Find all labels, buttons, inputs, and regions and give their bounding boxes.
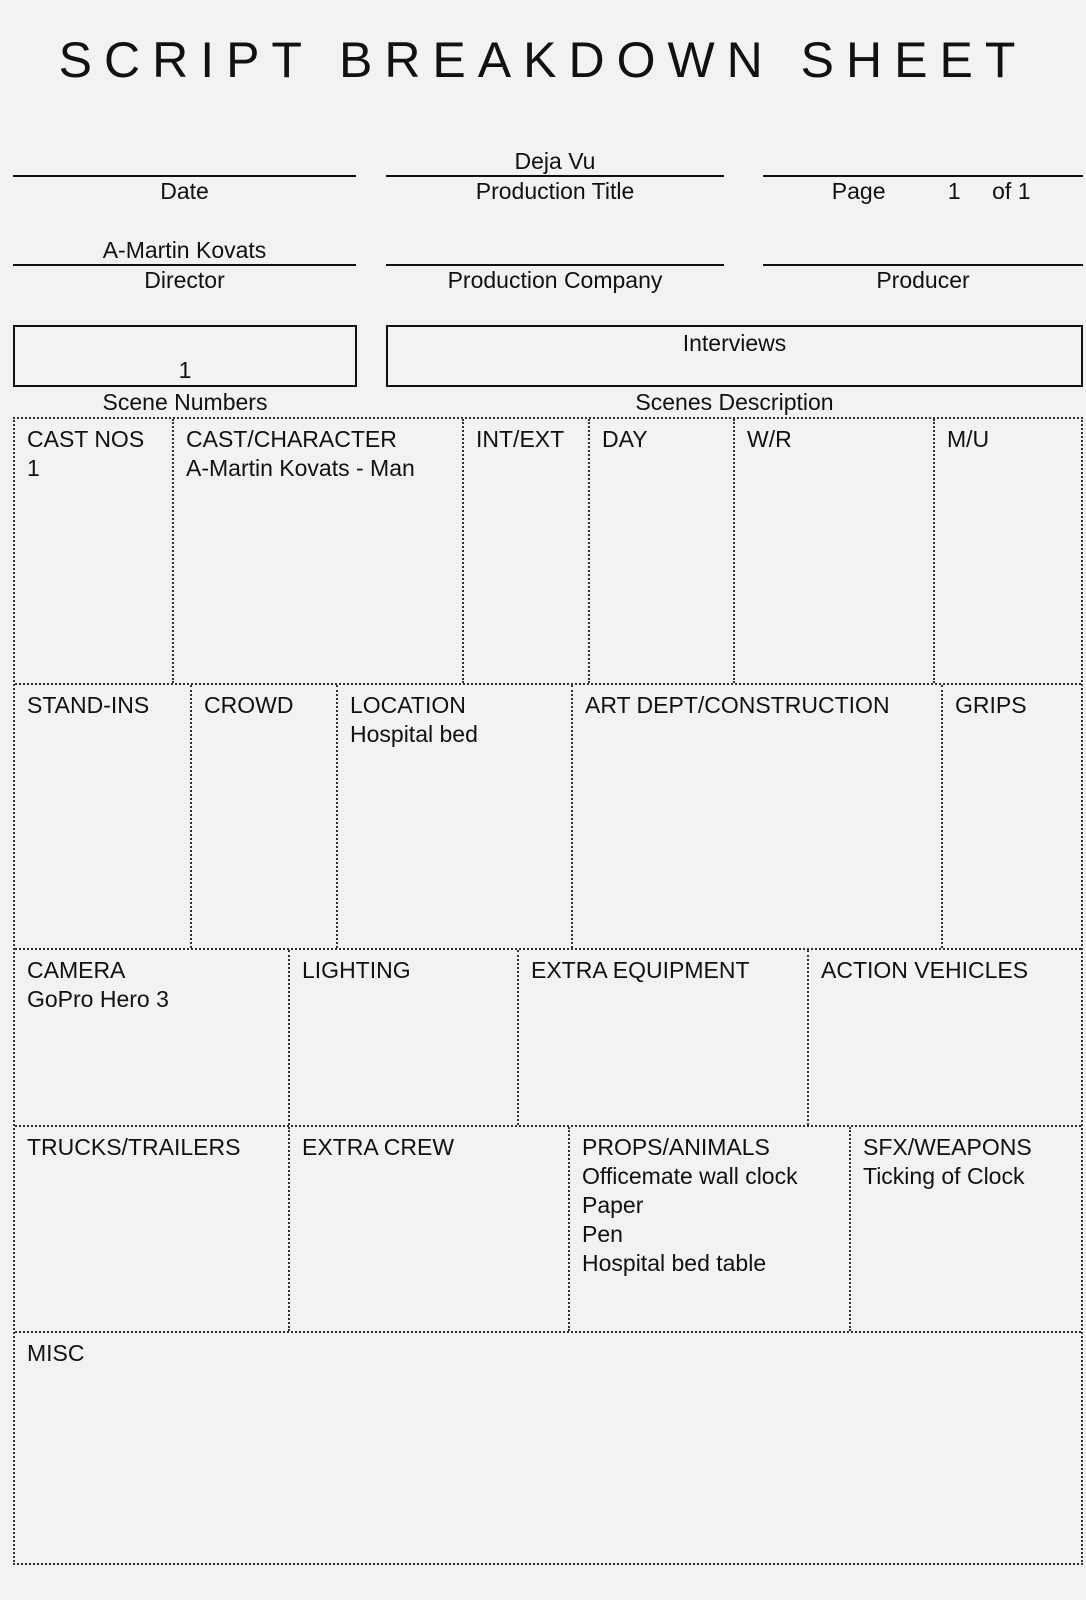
cell-crowd[interactable] (192, 685, 338, 948)
cell-day[interactable] (590, 419, 735, 683)
scenes-description-value: Interviews (682, 330, 787, 356)
cell-extra-equipment[interactable] (519, 950, 809, 1125)
cell-head: GRIPS (955, 692, 1027, 718)
cell-head: LIGHTING (302, 957, 411, 983)
cell-head: CAMERA (27, 957, 126, 983)
cell-head: CROWD (204, 692, 294, 718)
cell-head: MISC (27, 1340, 85, 1366)
cell-stand-ins[interactable] (15, 685, 192, 948)
cell-int-ext[interactable] (464, 419, 590, 683)
cell-item: GoPro Hero 3 (27, 986, 169, 1012)
page-label-group (763, 177, 1083, 205)
grid-row-props (15, 1125, 1081, 1331)
scene-numbers-value: 1 (178, 357, 192, 383)
cell-item: Paper (582, 1192, 644, 1218)
cell-item: Hospital bed (350, 721, 478, 747)
cell-grips[interactable] (943, 685, 1081, 948)
director-value: A-Martin Kovats (102, 237, 267, 263)
cell-camera[interactable] (15, 950, 290, 1125)
cell-trucks-trailers[interactable] (15, 1127, 290, 1331)
cell-wr[interactable] (735, 419, 935, 683)
sheet-title: SCRIPT BREAKDOWN SHEET (58, 32, 1028, 88)
cell-item: Ticking of Clock (863, 1163, 1025, 1189)
cell-extra-crew[interactable] (290, 1127, 570, 1331)
cell-head: W/R (747, 426, 792, 452)
cell-head: SFX/WEAPONS (863, 1134, 1032, 1160)
date-label: Date (160, 178, 209, 204)
cell-head: DAY (602, 426, 648, 452)
breakdown-grid (13, 417, 1083, 1565)
cell-cast-nos[interactable] (15, 419, 174, 683)
cell-item: Pen (582, 1221, 623, 1247)
production-title-field[interactable] (386, 148, 724, 205)
cell-head: CAST NOS (27, 426, 145, 452)
cell-head: STAND-INS (27, 692, 150, 718)
cell-head: CAST/CHARACTER (186, 426, 397, 452)
page-number: 1 (947, 178, 961, 204)
date-field[interactable] (13, 175, 356, 205)
cell-head: INT/EXT (476, 426, 565, 452)
cell-head: ACTION VEHICLES (821, 957, 1029, 983)
cell-item: Hospital bed table (582, 1250, 767, 1276)
production-company-field[interactable] (386, 264, 724, 294)
cell-head: LOCATION (350, 692, 466, 718)
cell-cast-character[interactable] (174, 419, 464, 683)
cell-head: M/U (947, 426, 990, 452)
scene-numbers-box[interactable] (13, 325, 357, 387)
production-title-value: Deja Vu (514, 148, 596, 174)
grid-row-cast (15, 419, 1081, 683)
page-label: Page (831, 178, 886, 204)
page-of: of 1 (992, 178, 1031, 204)
cell-location[interactable] (338, 685, 573, 948)
cell-head: TRUCKS/TRAILERS (27, 1134, 241, 1160)
cell-head: ART DEPT/CONSTRUCTION (585, 692, 890, 718)
cell-art-dept[interactable] (573, 685, 943, 948)
director-field[interactable] (13, 237, 356, 294)
cell-mu[interactable] (935, 419, 1081, 683)
cell-misc[interactable] (15, 1333, 1081, 1563)
cell-head: EXTRA EQUIPMENT (531, 957, 750, 983)
grid-row-camera (15, 948, 1081, 1125)
production-title-label: Production Title (475, 178, 635, 204)
cell-sfx-weapons[interactable] (851, 1127, 1081, 1331)
scenes-description-box[interactable] (386, 325, 1083, 387)
scenes-description-label: Scenes Description (635, 389, 834, 415)
cell-item: A-Martin Kovats - Man (186, 455, 415, 481)
cell-head: EXTRA CREW (302, 1134, 455, 1160)
cell-lighting[interactable] (290, 950, 519, 1125)
cell-item: Officemate wall clock (582, 1163, 798, 1189)
director-label: Director (144, 267, 225, 293)
page-field[interactable] (763, 175, 1083, 205)
cell-props-animals[interactable] (570, 1127, 851, 1331)
grid-row-location (15, 683, 1081, 948)
production-company-label: Production Company (447, 267, 663, 293)
cell-item: 1 (27, 455, 40, 481)
cell-head: PROPS/ANIMALS (582, 1134, 770, 1160)
grid-row-misc (15, 1331, 1081, 1563)
producer-label: Producer (876, 267, 970, 293)
cell-action-vehicles[interactable] (809, 950, 1081, 1125)
producer-field[interactable] (763, 264, 1083, 294)
scene-numbers-label: Scene Numbers (102, 389, 268, 415)
